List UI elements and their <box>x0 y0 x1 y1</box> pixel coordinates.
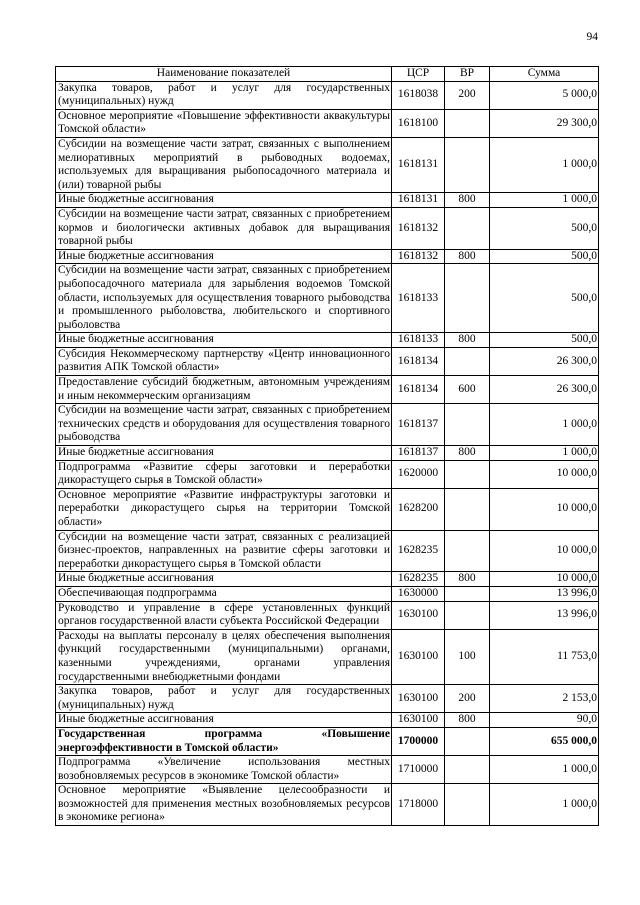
row-sum: 26 300,0 <box>490 347 599 375</box>
table-row <box>56 530 599 572</box>
table-row <box>56 404 599 446</box>
row-sum: 5 000,0 <box>490 81 599 109</box>
row-sum: 11 753,0 <box>490 629 599 684</box>
table-row <box>56 586 599 601</box>
row-vr <box>445 586 490 601</box>
row-sum: 500,0 <box>490 333 599 348</box>
table-row <box>56 446 599 461</box>
header-csr: ЦСР <box>392 67 445 82</box>
row-name: Иные бюджетные ассигнования <box>56 446 392 461</box>
row-name: Руководство и управление в сфере установленных функций органов государственной власти субъекта Российской Федерации <box>56 601 392 629</box>
row-name: Субсидии на возмещение части затрат, связанных с приобретением рыбопосадочного материала для зарыбления водоемов Томской области, используемых для осуществления товарного рыбоводства и промышленного рыболовства, любительского и спортивного рыболовства <box>56 264 392 333</box>
row-csr: 1618134 <box>392 347 445 375</box>
row-name: Субсидии на возмещение части затрат, связанных с приобретением технических средств и оборудования для осуществления товарного рыбоводства <box>56 404 392 446</box>
row-name: Субсидии на возмещение части затрат, связанных с приобретением кормов и биологически активных добавок для выращивания товарной рыбы <box>56 207 392 249</box>
row-csr: 1618137 <box>392 404 445 446</box>
table-row <box>56 756 599 784</box>
row-sum: 500,0 <box>490 264 599 333</box>
table-row <box>56 488 599 530</box>
row-vr: 800 <box>445 713 490 728</box>
page-number: 94 <box>586 31 598 43</box>
row-name: Основное мероприятие «Развитие инфраструктуры заготовки и переработки дикорастущего сырья на территории Томской области» <box>56 488 392 530</box>
row-vr <box>445 137 490 192</box>
row-csr: 1618134 <box>392 376 445 404</box>
table-row <box>56 376 599 404</box>
row-csr: 1700000 <box>392 727 445 755</box>
row-sum: 500,0 <box>490 249 599 264</box>
row-vr: 800 <box>445 193 490 208</box>
budget-table <box>55 66 599 826</box>
row-name: Расходы на выплаты персоналу в целях обеспечения выполнения функций государственными (муниципальными) органами, казенными учреждениями, органами управления государственными внебюджетными фондами <box>56 629 392 684</box>
row-csr: 1718000 <box>392 784 445 826</box>
row-sum: 500,0 <box>490 207 599 249</box>
row-vr <box>445 347 490 375</box>
row-sum: 10 000,0 <box>490 488 599 530</box>
row-name: Основное мероприятие «Выявление целесообразности и возможностей для применения местных возобновляемых ресурсов в экономике региона» <box>56 784 392 826</box>
table-row <box>56 629 599 684</box>
row-csr: 1628235 <box>392 530 445 572</box>
row-csr: 1618131 <box>392 137 445 192</box>
row-sum: 1 000,0 <box>490 404 599 446</box>
row-vr <box>445 601 490 629</box>
row-vr: 200 <box>445 81 490 109</box>
table-row <box>56 333 599 348</box>
row-csr: 1618133 <box>392 264 445 333</box>
table-row <box>56 460 599 488</box>
row-csr: 1618133 <box>392 333 445 348</box>
table-row <box>56 601 599 629</box>
row-vr <box>445 784 490 826</box>
row-sum: 13 996,0 <box>490 601 599 629</box>
row-sum: 655 000,0 <box>490 727 599 755</box>
table-row <box>56 81 599 109</box>
row-sum: 10 000,0 <box>490 572 599 587</box>
row-vr <box>445 460 490 488</box>
table-row <box>56 685 599 713</box>
table-row <box>56 264 599 333</box>
row-name: Иные бюджетные ассигнования <box>56 713 392 728</box>
row-name: Субсидии на возмещение части затрат, связанных с реализацией бизнес-проектов, направленных на развитие сферы заготовки и переработки дикорастущего сырья в Томской области <box>56 530 392 572</box>
row-csr: 1618132 <box>392 249 445 264</box>
row-csr: 1618132 <box>392 207 445 249</box>
row-name: Предоставление субсидий бюджетным, автономным учреждениям и иным некоммерческим организациям <box>56 376 392 404</box>
row-vr <box>445 264 490 333</box>
row-csr: 1618137 <box>392 446 445 461</box>
table-row <box>56 193 599 208</box>
row-name: Основное мероприятие «Повышение эффективности аквакультуры Томской области» <box>56 109 392 137</box>
row-name: Субсидия Некоммерческому партнерству «Центр инновационного развития АПК Томской области» <box>56 347 392 375</box>
row-vr <box>445 756 490 784</box>
row-sum: 2 153,0 <box>490 685 599 713</box>
row-csr: 1628200 <box>392 488 445 530</box>
row-vr: 800 <box>445 333 490 348</box>
row-name: Закупка товаров, работ и услуг для государственных (муниципальных) нужд <box>56 685 392 713</box>
row-csr: 1630100 <box>392 713 445 728</box>
row-vr: 800 <box>445 446 490 461</box>
row-sum: 26 300,0 <box>490 376 599 404</box>
row-csr: 1618038 <box>392 81 445 109</box>
row-name: Иные бюджетные ассигнования <box>56 249 392 264</box>
row-name: Обеспечивающая подпрограмма <box>56 586 392 601</box>
row-name: Закупка товаров, работ и услуг для государственных (муниципальных) нужд <box>56 81 392 109</box>
row-csr: 1618100 <box>392 109 445 137</box>
row-vr <box>445 109 490 137</box>
row-name: Иные бюджетные ассигнования <box>56 333 392 348</box>
row-sum: 90,0 <box>490 713 599 728</box>
row-vr <box>445 530 490 572</box>
row-name: Государственная программа «Повышение энергоэффективности в Томской области» <box>56 727 392 755</box>
row-sum: 13 996,0 <box>490 586 599 601</box>
table-row <box>56 572 599 587</box>
row-csr: 1710000 <box>392 756 445 784</box>
row-csr: 1620000 <box>392 460 445 488</box>
table-row-program <box>56 727 599 755</box>
row-csr: 1630000 <box>392 586 445 601</box>
row-vr <box>445 488 490 530</box>
row-name: Иные бюджетные ассигнования <box>56 193 392 208</box>
row-vr: 800 <box>445 249 490 264</box>
table-row <box>56 347 599 375</box>
table-body <box>56 81 599 825</box>
row-vr <box>445 727 490 755</box>
row-name: Подпрограмма «Развитие сферы заготовки и переработки дикорастущего сырья в Томской области» <box>56 460 392 488</box>
row-csr: 1630100 <box>392 629 445 684</box>
row-vr: 800 <box>445 572 490 587</box>
row-csr: 1630100 <box>392 601 445 629</box>
row-vr: 100 <box>445 629 490 684</box>
row-sum: 1 000,0 <box>490 137 599 192</box>
table-header <box>56 67 599 82</box>
row-vr: 600 <box>445 376 490 404</box>
table-row <box>56 713 599 728</box>
row-name: Иные бюджетные ассигнования <box>56 572 392 587</box>
header-sum: Сумма <box>490 67 599 82</box>
row-sum: 1 000,0 <box>490 756 599 784</box>
header-name: Наименование показателей <box>56 67 392 82</box>
table-row <box>56 249 599 264</box>
row-sum: 1 000,0 <box>490 193 599 208</box>
row-csr: 1630100 <box>392 685 445 713</box>
row-sum: 10 000,0 <box>490 530 599 572</box>
row-sum: 29 300,0 <box>490 109 599 137</box>
row-vr <box>445 404 490 446</box>
row-sum: 1 000,0 <box>490 446 599 461</box>
row-csr: 1618131 <box>392 193 445 208</box>
row-sum: 1 000,0 <box>490 784 599 826</box>
header-vr: ВР <box>445 67 490 82</box>
row-vr: 200 <box>445 685 490 713</box>
row-vr <box>445 207 490 249</box>
header-row <box>56 67 599 82</box>
table-row <box>56 137 599 192</box>
table-row <box>56 784 599 826</box>
row-csr: 1628235 <box>392 572 445 587</box>
row-name: Подпрограмма «Увеличение использования местных возобновляемых ресурсов в экономике Томской области» <box>56 756 392 784</box>
row-name: Субсидии на возмещение части затрат, связанных с выполнением мелиоративных мероприятий в рыбоводных водоемах, используемых для выращивания рыбопосадочного материала и (или) товарной рыбы <box>56 137 392 192</box>
table-row <box>56 109 599 137</box>
row-sum: 10 000,0 <box>490 460 599 488</box>
table-row <box>56 207 599 249</box>
